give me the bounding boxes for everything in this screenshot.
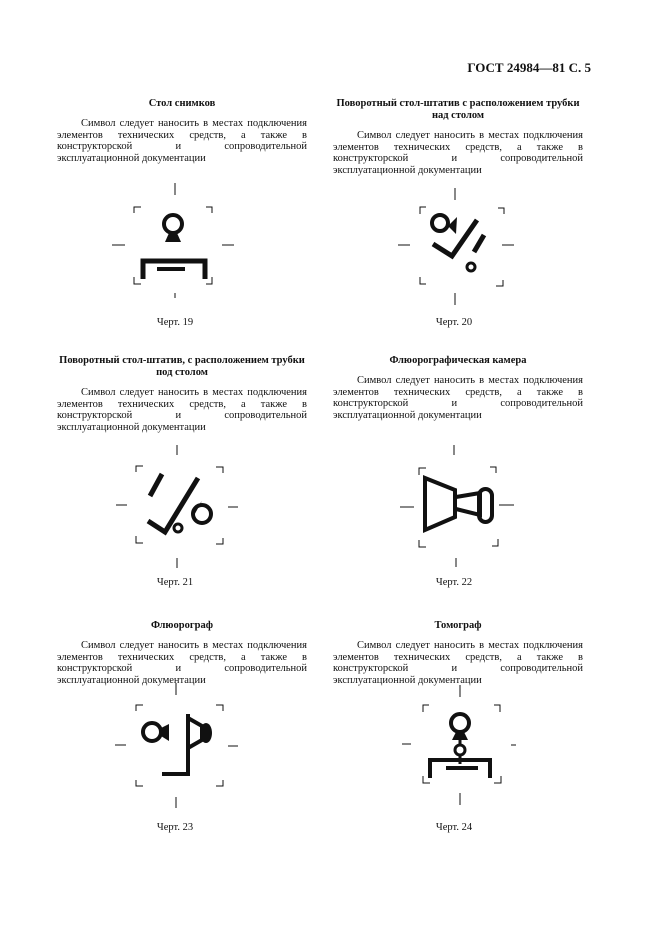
section-text: Символ следует наносить в местах подключения элементов технических средств, а также в конструкторской и сопроводительной эксплуатационной документации [57, 118, 307, 164]
section-title: Поворотный стол-штатив с расположением трубки над столом [336, 98, 580, 121]
section-text: Символ следует наносить в местах подключения элементов технических средств, а также в конструкторской и сопроводительной эксплуатационной документации [333, 130, 583, 176]
section-text: Символ следует наносить в местах подключения элементов технических средств, а также в конструкторской и сопроводительной эксплуатационной документации [333, 375, 583, 421]
section-text: Символ следует наносить в местах подключения элементов технических средств, а также в конструкторской и сопроводительной эксплуатационной документации [57, 640, 307, 686]
section-tilting-table-above [333, 98, 583, 176]
section-title: Томограф [434, 620, 482, 631]
section-fluorographic-camera [333, 355, 583, 421]
section-title: Флюорограф [150, 620, 213, 631]
figure-caption: Черт. 20 [435, 317, 473, 328]
figure-caption: Черт. 19 [156, 317, 194, 328]
figure-caption: Черт. 24 [435, 822, 473, 833]
section-tomograph [333, 620, 583, 686]
figure-caption: Черт. 23 [156, 822, 194, 833]
section-text: Символ следует наносить в местах подключения элементов технических средств, а также в конструкторской и сопроводительной эксплуатационной документации [57, 387, 307, 433]
figure-caption: Черт. 21 [156, 577, 194, 588]
tilting-table-tube-below-icon [110, 445, 240, 570]
section-title: Поворотный стол-штатив, с расположением трубки под столом [59, 355, 305, 378]
section-title: Флюорографическая камера [389, 355, 527, 366]
page-header: ГОСТ 24984—81 С. 5 [467, 60, 591, 75]
tomograph-icon [390, 680, 520, 815]
table-of-images-icon [110, 180, 240, 305]
section-tilting-table-below [57, 355, 307, 433]
section-fluorograph [57, 620, 307, 686]
section-table-of-images [57, 98, 307, 164]
tilting-table-tube-above-icon [390, 180, 520, 305]
fluorographic-camera-icon [390, 445, 520, 570]
section-text: Символ следует наносить в местах подключения элементов технических средств, а также в конструкторской и сопроводительной эксплуатационной документации [333, 640, 583, 686]
figure-caption: Черт. 22 [435, 577, 473, 588]
fluorograph-icon [110, 680, 240, 815]
section-title: Стол снимков [148, 98, 216, 109]
